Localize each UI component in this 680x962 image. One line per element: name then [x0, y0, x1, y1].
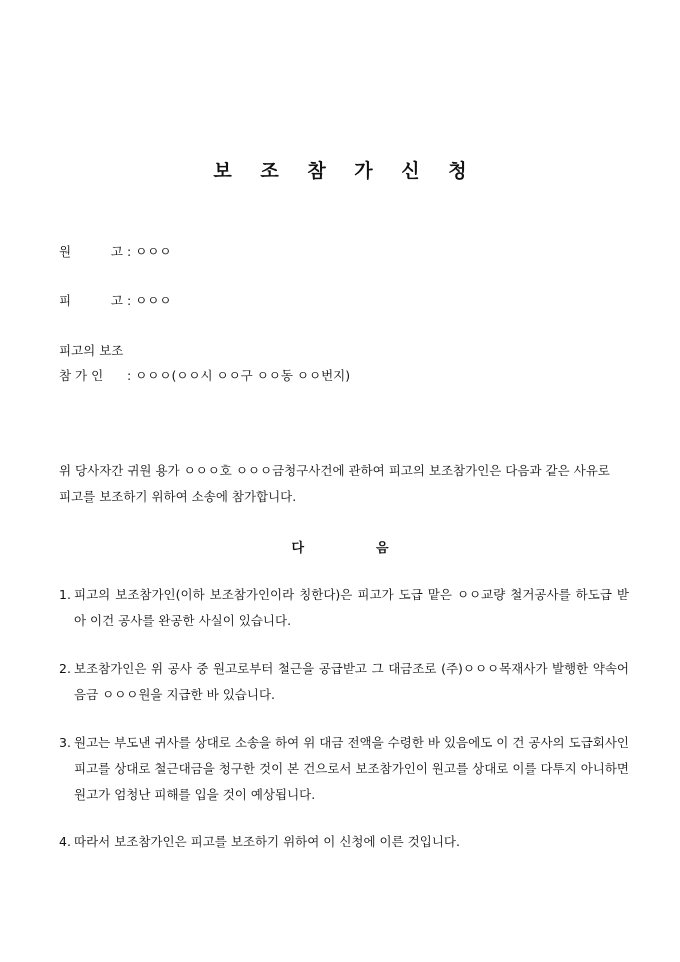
list-item [59, 730, 629, 808]
heading-left: 다 [291, 541, 304, 556]
plaintiff-value: ㅇㅇㅇ [135, 244, 172, 259]
list-item [59, 656, 629, 708]
defendant-label: 피 고 [59, 293, 123, 308]
list-item-text: 보조참가인은 위 공사 중 원고로부터 철근을 공급받고 그 대금조로 (주)ㅇㅇㅇ목재사가 발행한 약속어음금 ㅇㅇㅇ원을 지급한 바 있습니다. [74, 661, 629, 702]
heading-right: 음 [376, 541, 389, 556]
plaintiff-label: 원 고 [59, 244, 123, 259]
list-item [59, 829, 629, 855]
section-heading [0, 537, 680, 556]
list-item-text: 따라서 보조참가인은 피고를 보조하기 위하여 이 신청에 이른 것입니다. [74, 834, 460, 849]
intervenor-separator: : [127, 368, 132, 383]
plaintiff-line [59, 242, 171, 260]
intro-paragraph: 위 당사자간 귀원 용가 ㅇㅇㅇ호 ㅇㅇㅇ금청구사건에 관하여 피고의 보조참가인은 다음과 같은 사유로 피고를 보조하기 위하여 소송에 참가합니다. [59, 463, 610, 504]
list-item-number: 2. [59, 661, 71, 676]
defendant-line [59, 291, 171, 309]
defendant-separator: : [127, 293, 132, 308]
list-item-number: 4. [59, 834, 71, 849]
list-item-text: 원고는 부도낸 귀사를 상대로 소송을 하여 위 대금 전액을 수령한 바 있음에도 이 건 공사의 도급회사인 피고를 상대로 철근대금을 청구한 것이 본 건으로서 보조참가인이 원고를 상대로 이를 다투지 아니하면 원고가 엄청난 피해를 입을 것이 예상됩니다. [74, 735, 629, 802]
list-item-text: 피고의 보조참가인(이하 보조참가인이라 칭한다)은 피고가 도급 맡은 ㅇㅇ교량 철거공사를 하도급 받아 이건 공사를 완공한 사실이 있습니다. [74, 587, 629, 628]
intervenor-label-line1: 피고의 보조 [59, 343, 124, 358]
list-item-number: 1. [59, 587, 71, 602]
document-title: 보 조 참 가 신 청 [213, 160, 478, 182]
list-item [59, 582, 629, 634]
list-item-number: 3. [59, 735, 71, 750]
plaintiff-separator: : [127, 244, 132, 259]
defendant-value: ㅇㅇㅇ [135, 293, 172, 308]
intervenor-label: 참 가 인 [59, 368, 104, 383]
intervenor-value: ㅇㅇㅇ(ㅇㅇ시 ㅇㅇ구 ㅇㅇ동 ㅇㅇ번지) [135, 368, 351, 383]
intervenor-line [59, 366, 350, 384]
